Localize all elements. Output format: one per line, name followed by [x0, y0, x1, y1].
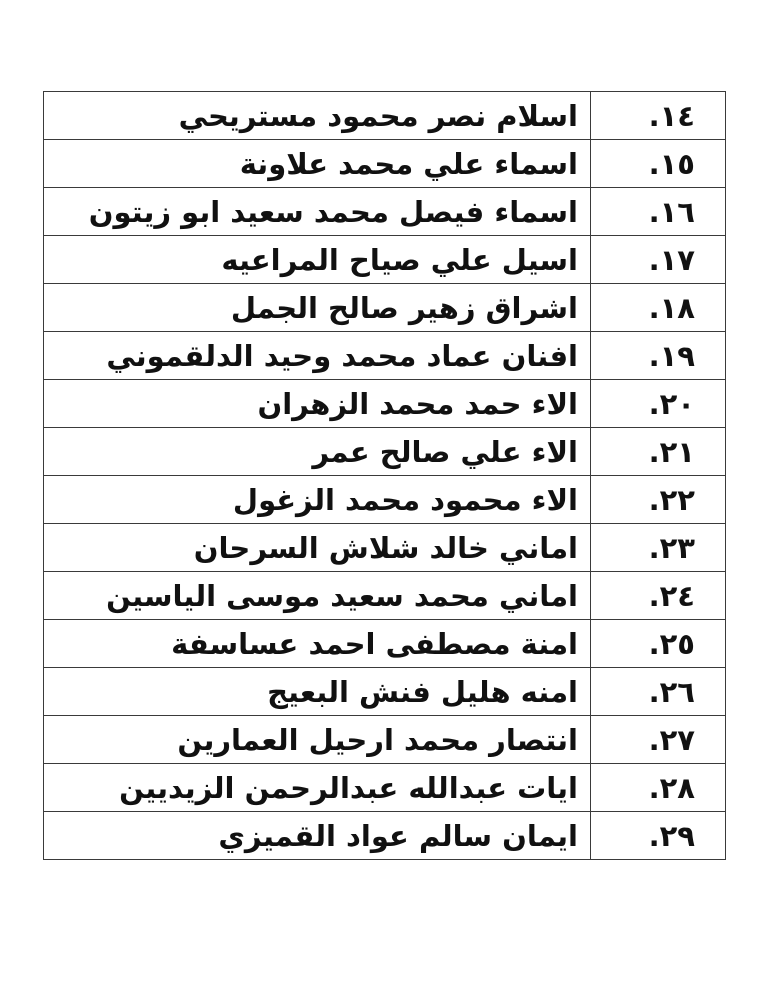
row-number: ٢٧.	[591, 716, 726, 764]
student-name: اسلام نصر محمود مستريحي	[44, 92, 591, 140]
table-row	[44, 428, 726, 476]
row-number: ٢٢.	[591, 476, 726, 524]
table-row	[44, 236, 726, 284]
table-row	[44, 188, 726, 236]
row-number: ٢٨.	[591, 764, 726, 812]
row-number: ١٦.	[591, 188, 726, 236]
student-name: امنه هليل فنش البعيج	[44, 668, 591, 716]
row-number: ٢٩.	[591, 812, 726, 860]
row-number: ١٨.	[591, 284, 726, 332]
table-row	[44, 380, 726, 428]
row-number: ١٧.	[591, 236, 726, 284]
student-name: اسيل علي صياح المراعيه	[44, 236, 591, 284]
table-row	[44, 284, 726, 332]
table-row	[44, 668, 726, 716]
row-number: ١٩.	[591, 332, 726, 380]
names-table-body	[44, 92, 726, 860]
table-row	[44, 572, 726, 620]
row-number: ٢٦.	[591, 668, 726, 716]
row-number: ١٤.	[591, 92, 726, 140]
names-table	[43, 91, 726, 860]
student-name: الاء محمود محمد الزغول	[44, 476, 591, 524]
row-number: ٢٣.	[591, 524, 726, 572]
student-name: اماني محمد سعيد موسى الياسين	[44, 572, 591, 620]
table-row	[44, 332, 726, 380]
table-row	[44, 716, 726, 764]
student-name: اسماء فيصل محمد سعيد ابو زيتون	[44, 188, 591, 236]
table-row	[44, 812, 726, 860]
table-row	[44, 620, 726, 668]
student-name: الاء علي صالح عمر	[44, 428, 591, 476]
table-row	[44, 764, 726, 812]
table-row	[44, 524, 726, 572]
row-number: ٢٠.	[591, 380, 726, 428]
student-name: ايات عبدالله عبدالرحمن الزيديين	[44, 764, 591, 812]
student-name: امنة مصطفى احمد عساسفة	[44, 620, 591, 668]
row-number: ٢٥.	[591, 620, 726, 668]
student-name: ايمان سالم عواد القميزي	[44, 812, 591, 860]
table-row	[44, 140, 726, 188]
student-name: اسماء علي محمد علاونة	[44, 140, 591, 188]
student-name: افنان عماد محمد وحيد الدلقموني	[44, 332, 591, 380]
table-row	[44, 92, 726, 140]
student-name: اماني خالد شلاش السرحان	[44, 524, 591, 572]
row-number: ٢١.	[591, 428, 726, 476]
row-number: ١٥.	[591, 140, 726, 188]
student-name: الاء حمد محمد الزهران	[44, 380, 591, 428]
row-number: ٢٤.	[591, 572, 726, 620]
student-name: اشراق زهير صالح الجمل	[44, 284, 591, 332]
student-name: انتصار محمد ارحيل العمارين	[44, 716, 591, 764]
table-row	[44, 476, 726, 524]
